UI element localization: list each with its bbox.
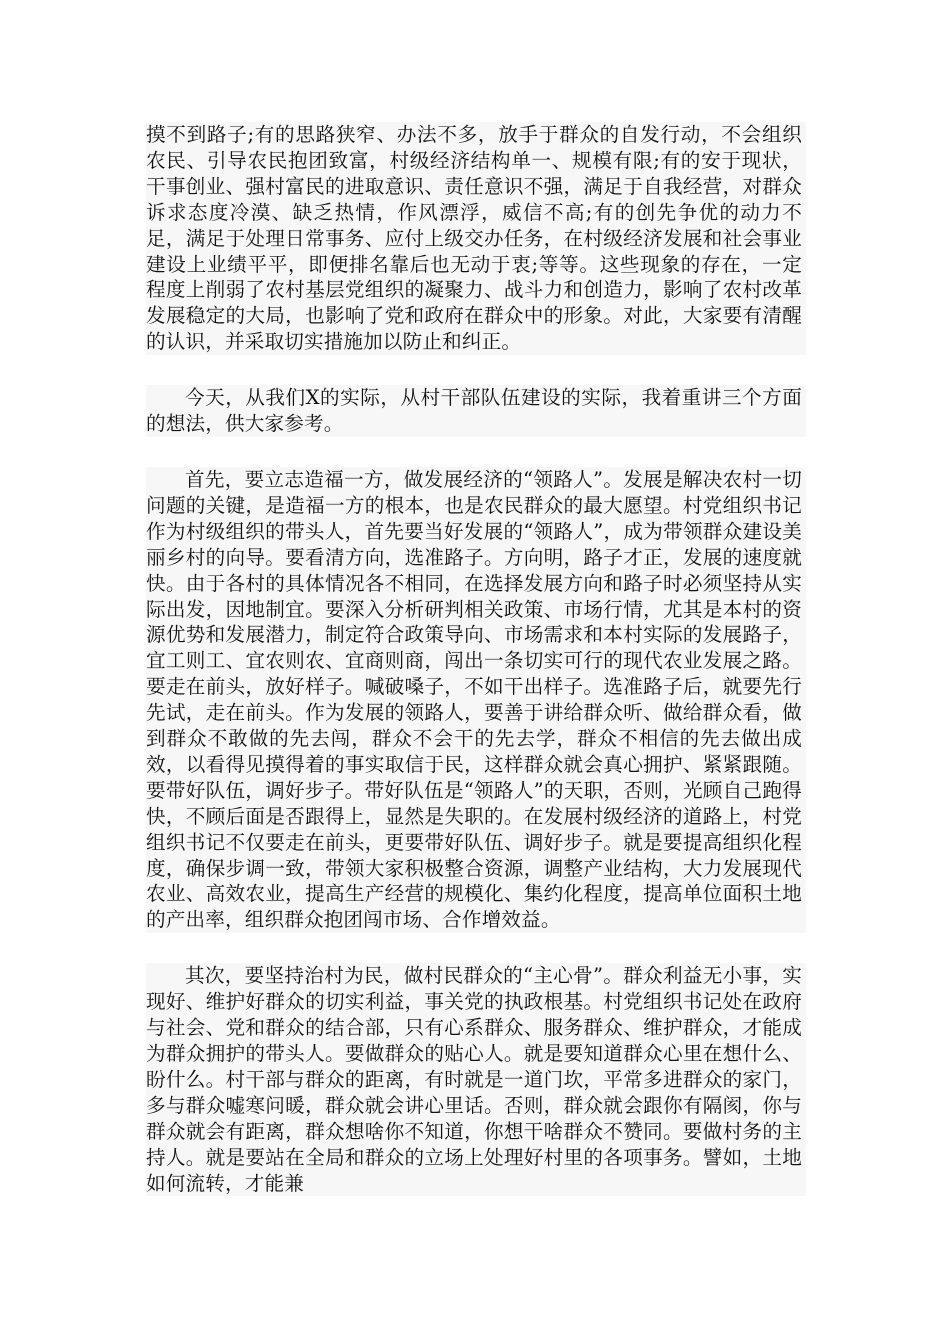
paragraph-second-point: 其次，要坚持治村为民，做村民群众的“主心骨”。群众利益无小事，实现好、维护好群众的切实利益，事关党的执政根基。村党组织书记处在政府与社会、党和群众的结合部，只有心系群众、服务群众、维护群众，才能成为群众拥护的带头人。要做群众的贴心人。就是要知道群众心里在想什么、盼什么。村干部与群众的距离，有时就是一道门坎，平常多进群众的家门，多与群众嘘寒问暖，群众就会讲心里话。否则，群众就会跟你有隔阂，你与群众就会有距离，群众想啥你不知道，你想干啥群众不赞同。要做村务的主持人。就是要站在全局和群众的立场上处理好村里的各项事务。譬如，土地如何流转，才能兼 [146, 963, 806, 1196]
paragraph-spacer [146, 355, 806, 385]
paragraph-intro: 今天，从我们X的实际，从村干部队伍建设的实际，我着重讲三个方面的想法，供大家参考。 [146, 385, 806, 437]
paragraph-problems: 摸不到路子;有的思路狭窄、办法不多，放手于群众的自发行动，不会组织农民、引导农民抱团致富，村级经济结构单一、规模有限;有的安于现状，干事创业、强村富民的进取意识、责任意识不强，满足于自我经营，对群众诉求态度冷漠、缺乏热情，作风漂浮，威信不高;有的创先争优的动力不足，满足于处理日常事务、应付上级交办任务，在村级经济发展和社会事业建设上业绩平平，即便排名靠后也无动于衷;等等。这些现象的存在，一定程度上削弱了农村基层党组织的凝聚力、战斗力和创造力，影响了农村改革发展稳定的大局，也影响了党和政府在群众中的形象。对此，大家要有清醒的认识，并采取切实措施加以防止和纠正。 [146, 122, 806, 355]
paragraph-first-point: 首先，要立志造福一方，做发展经济的“领路人”。发展是解决农村一切问题的关键，是造福一方的根本，也是农民群众的最大愿望。村党组织书记作为村级组织的带头人，首先要当好发展的“领路人”，成为带领群众建设美丽乡村的向导。要看清方向，选准路子。方向明，路子才正，发展的速度就快。由于各村的具体情况各不相同，在选择发展方向和路子时必须坚持从实际出发，因地制宜。要深入分析研判相关政策、市场行情，尤其是本村的资源优势和发展潜力，制定符合政策导向、市场需求和本村实际的发展路子，宜工则工、宜农则农、宜商则商，闯出一条切实可行的现代农业发展之路。要走在前头，放好样子。喊破嗓子，不如干出样子。选准路子后，就要先行先试，走在前头。作为发展的领路人，要善于讲给群众听、做给群众看，做到群众不敢做的先去闯，群众不会干的先去学，群众不相信的先去做出成效，以看得见摸得着的事实取信于民，这样群众就会真心拥护、紧紧跟随。要带好队伍，调好步子。带好队伍是“领路人”的天职，否则，光顾自己跑得快，不顾后面是否跟得上，显然是失职的。在发展村级经济的道路上，村党组织书记不仅要走在前头，更要带好队伍、调好步子。就是要提高组织化程度，确保步调一致，带领大家积极整合资源，调整产业结构，大力发展现代农业、高效农业，提高生产经营的规模化、集约化程度，提高单位面积土地的产出率，组织群众抱团闯市场、合作增效益。 [146, 467, 806, 933]
document-body [146, 122, 806, 1196]
paragraph-spacer [146, 437, 806, 467]
paragraph-spacer [146, 933, 806, 963]
